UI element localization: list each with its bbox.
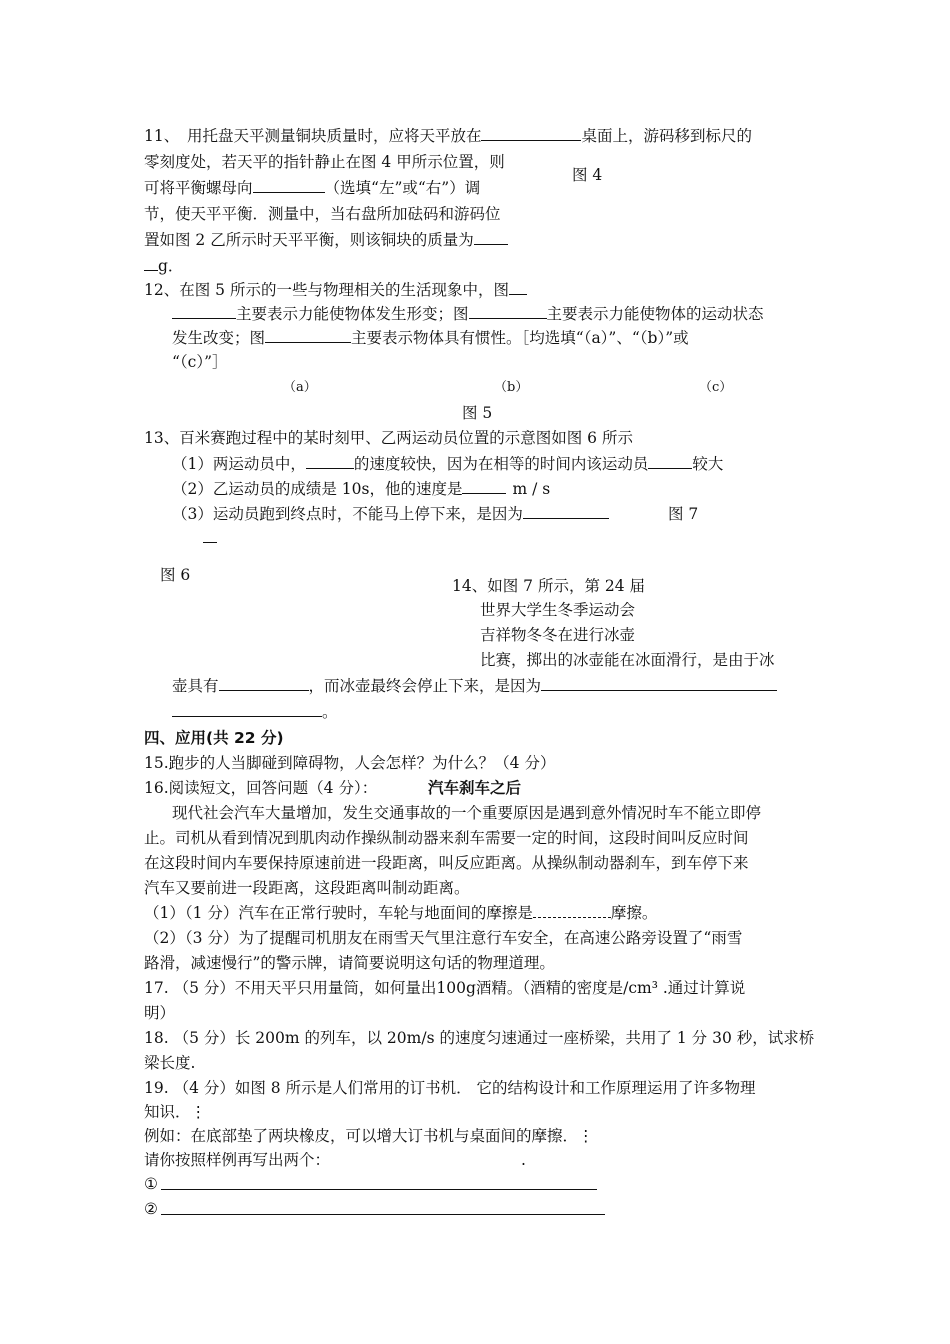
q14-text: 壶具有 [172, 677, 219, 695]
q12-blank-2[interactable] [469, 302, 547, 319]
figure-5-label: 图 5 [462, 404, 493, 422]
q12-line2 [172, 302, 764, 326]
q11-blank-3-cont[interactable] [144, 254, 158, 271]
q11-text: 桌面上，游码移到标尺的 [581, 127, 752, 145]
q16-text: 摩擦。 [610, 904, 658, 922]
figure-5c-label: （c） [699, 380, 733, 395]
q19-line1: 19. （4 分）如图 8 所示是人们常用的订书机． 它的结构设计和工作原理运用了许多物理 [144, 1079, 756, 1097]
q19-line3: 例如：在底部垫了两块橡皮，可以增大订书机与桌面间的摩擦．⋮ [144, 1127, 594, 1145]
q19-answer-2-line[interactable] [161, 1214, 605, 1215]
figure-5a-label: （a） [283, 380, 317, 395]
q13-text: 的速度较快，因为在相等的时间内该运动员 [353, 455, 649, 473]
q11-blank-3[interactable] [474, 228, 508, 245]
q19-answer-2-marker: ② [144, 1200, 158, 1218]
q11-blank-2[interactable] [253, 176, 325, 193]
q13-text: 较大 [692, 455, 724, 473]
q16-para1: 现代社会汽车大量增加，发生交通事故的一个重要原因是遇到意外情况时车不能立即停 [172, 804, 762, 822]
q14-line4: 比赛，掷出的冰壶能在冰面滑行，是由于冰 [480, 651, 775, 669]
q16-para3: 在这段时间内车要保持原速前进一段距离，叫反应距离。从操纵制动器刹车，到车停下来 [144, 854, 749, 872]
q12-line4: “（c）”］ [172, 353, 228, 371]
q19-line4-dot: . [521, 1151, 526, 1169]
q11-text: （选填“左”或“右”）调 [324, 179, 481, 197]
section-4-title: 四、应用(共 22 分) [144, 729, 284, 747]
q19-line4: 请你按照样例再写出两个： [144, 1151, 331, 1169]
q16-text: （1）（1 分）汽车在正常行驶时，车轮与地面间的摩擦是 [144, 904, 533, 922]
q17-line1: 17. （5 分）不用天平只用量筒，如何量出100g酒精。（酒精的密度是/cm³ .通过计算说 [144, 979, 746, 997]
figure-6-label: 图 6 [160, 566, 191, 584]
q11-blank-1[interactable] [481, 124, 581, 141]
q14-blank-2-cont[interactable] [172, 700, 322, 717]
q13-text: （1）两运动员中， [172, 455, 306, 473]
q13-text: （3）运动员跑到终点时，不能马上停下来，是因为 [172, 505, 523, 523]
q13-blank-4[interactable] [523, 502, 609, 519]
q14-blank-2[interactable] [541, 674, 777, 691]
q12-text: 发生改变；图 [172, 329, 266, 347]
q13-blank-3[interactable] [462, 477, 506, 494]
q14-line2: 世界大学生冬季运动会 [480, 601, 636, 619]
q13-blank-1[interactable] [306, 452, 354, 469]
q11-line3 [144, 176, 480, 200]
q14-line5 [172, 674, 777, 698]
q13-text: （2）乙运动员的成绩是 10s，他的速度是 [172, 480, 463, 498]
q13-blank-2[interactable] [648, 452, 692, 469]
q11-line2: 零刻度处，若天平的指针静止在图 4 甲所示位置，则 [144, 153, 505, 171]
q19-answer-1-marker: ① [144, 1175, 158, 1193]
q16-para4: 汽车又要前进一段距离，这段距离叫制动距离。 [144, 879, 470, 897]
q14-line3: 吉祥物冬冬在进行冰壶 [480, 626, 636, 644]
q11-text: g． [158, 257, 184, 275]
q16-sub2-line2: 路滑，减速慢行”的警示牌，请简要说明这句话的物理道理。 [144, 954, 555, 972]
q16-sub2-line1: （2）（3 分）为了提醒司机朋友在雨雪天气里注意行车安全，在高速公路旁设置了“雨雪 [144, 929, 743, 947]
q19-answer-1-line[interactable] [161, 1189, 597, 1190]
q16-para2: 止。司机从看到情况到肌肉动作操纵制动器来刹车需要一定的时间，这段时间叫反应时间 [144, 829, 749, 847]
q18-line2: 梁长度. [144, 1054, 196, 1072]
q13-unit: m / s [512, 480, 551, 498]
q11-text: 11、 用托盘天平测量铜块质量时，应将天平放在 [144, 127, 482, 145]
q16-intro: 16.阅读短文，回答问题（4 分）： [144, 779, 378, 797]
q12-text: 主要表示力能使物体的运动状态 [546, 305, 764, 323]
q13-part2 [172, 477, 550, 501]
q16-sub1 [144, 901, 657, 925]
q13-line1: 13、百米赛跑过程中的某时刻甲、乙两运动员位置的示意图如图 6 所示 [144, 429, 633, 447]
q12-text: 主要表示力能使物体发生形变；图 [236, 305, 469, 323]
q11-line4: 节，使天平平衡．测量中，当右盘所加砝码和游码位 [144, 205, 501, 223]
q14-line6 [172, 700, 338, 724]
q12-line3 [172, 326, 689, 350]
figure-7-label: 图 7 [668, 505, 699, 523]
q12-blank-1-cont[interactable] [172, 302, 236, 319]
q13-part1 [172, 452, 723, 476]
q11-line1 [144, 124, 752, 148]
q15-text: 15.跑步的人当脚碰到障碍物，人会怎样？为什么？（4 分） [144, 754, 556, 772]
q12-blank-1[interactable] [509, 278, 527, 295]
figure-5b-label: （b） [494, 380, 529, 395]
q12-text: 12、在图 5 所示的一些与物理相关的生活现象中，图 [144, 281, 509, 299]
q12-line1 [144, 278, 527, 302]
q17-line2: 明） [144, 1004, 176, 1022]
q14-text: 。 [322, 703, 338, 721]
q11-text: 可将平衡螺母向 [144, 179, 253, 197]
q13-part3 [172, 502, 609, 526]
q18-line1: 18. （5 分）长 200m 的列车，以 20m/s 的速度匀速通过一座桥梁，共用了 1 分 30 秒，试求桥 [144, 1029, 815, 1047]
q11-text: 置如图 2 乙所示时天平平衡，则该铜块的质量为 [144, 231, 474, 249]
q19-line2: 知识．⋮ [144, 1103, 207, 1121]
q16-article-title: 汽车刹车之后 [428, 779, 522, 797]
q13-blank-4-cont[interactable] [203, 542, 217, 543]
q16-blank-1[interactable] [533, 901, 611, 918]
q14-line1: 14、如图 7 所示，第 24 届 [452, 577, 646, 595]
q11-line6 [144, 254, 183, 278]
q11-line5 [144, 228, 508, 252]
q12-text: 主要表示物体具有惯性。［均选填“（a）”、“（b）”或 [351, 329, 689, 347]
q14-text: ，而冰壶最终会停止下来，是因为 [308, 677, 542, 695]
figure-4-label: 图 4 [572, 166, 603, 184]
q12-blank-3[interactable] [265, 326, 351, 343]
q14-blank-1[interactable] [219, 674, 309, 691]
